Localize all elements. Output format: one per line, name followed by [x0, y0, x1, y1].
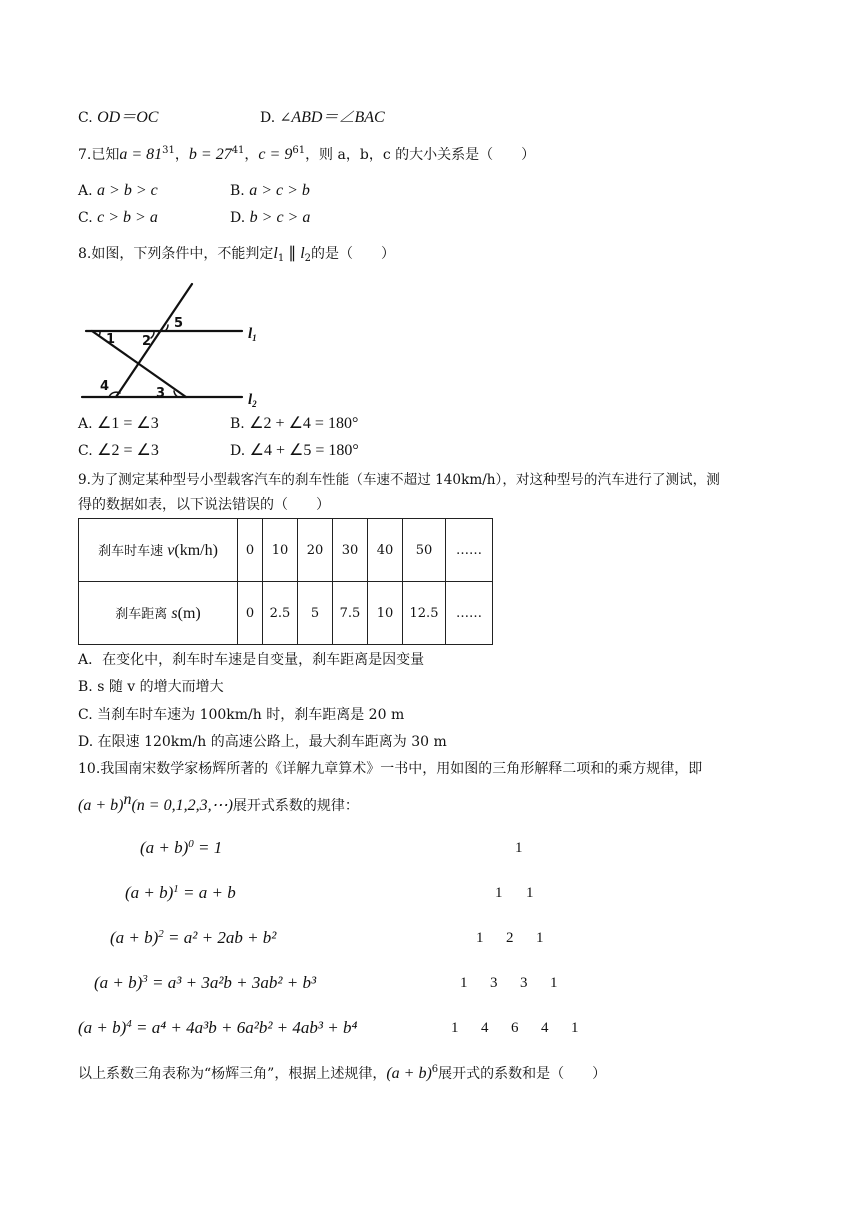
line-l2-label: $l_2$ — [248, 392, 257, 409]
triangle-number: 1 — [515, 840, 523, 856]
q8-option-b-label: B. — [230, 416, 250, 432]
q9-stem-line1: 9.为了测定某种型号小型载客汽车的刹车性能（车速不超过 140km/h），对这种型号的汽车进行了测试，测 — [78, 472, 720, 488]
triangle-number: 1 — [460, 975, 468, 991]
triangle-number: 1 — [526, 885, 534, 901]
q7-b: b = 27 — [188, 146, 232, 163]
q10-stem-line2 — [78, 791, 359, 816]
formula-row: $(a + b)^0 = 1$ — [140, 838, 223, 857]
q7-suffix: ，则 a，b，c 的大小关系是（ ） — [305, 147, 536, 163]
triangle-number: 4 — [481, 1020, 489, 1036]
q8-l1-sub: 1 — [277, 253, 285, 264]
q9-option-c: C. 当刹车时车速为 100km/h 时，刹车距离是 20 m — [78, 707, 405, 723]
q8-option-d-label: D. — [230, 443, 250, 459]
triangle-number: 1 — [550, 975, 558, 991]
table-cell: 0 — [238, 519, 263, 582]
q6-option-c-expr: OD＝OC — [97, 109, 159, 126]
angle-3-label: 3 — [156, 386, 166, 401]
q8-option-b-expr: ∠2 + ∠4 = 180° — [249, 415, 359, 432]
q10-condition: (n = 0,1,2,3,⋯) — [131, 797, 233, 814]
q6-option-d-label: D. ∠ — [260, 110, 292, 126]
triangle-number: 1 — [571, 1020, 579, 1036]
q9-stem-line2: 得的数据如表，以下说法错误的（ ） — [78, 497, 330, 513]
q8-option-c-expr: ∠2 = ∠3 — [97, 442, 159, 459]
q10-closing-prefix: 以上系数三角表称为“杨辉三角”，根据上述规律， — [78, 1066, 387, 1082]
q8-option-a — [78, 414, 159, 434]
q10-closing — [78, 1064, 606, 1084]
q8-option-a-expr: ∠1 = ∠3 — [97, 415, 159, 432]
table-row — [79, 582, 493, 645]
formula-row: $(a + b)^2 = a^2 + 2ab + b^2$ — [110, 928, 277, 947]
angle-2-label: 2 — [142, 334, 152, 349]
q6-option-d — [260, 108, 385, 128]
q8-option-a-label: A. — [78, 416, 98, 432]
formula-row: $(a + b)^3 = a^3 + 3a^2b + 3ab^2 + b^3$ — [94, 973, 317, 992]
q8-option-d — [230, 441, 359, 461]
q8-parallel: ∥ — [284, 245, 301, 262]
q8-l2-sub: 2 — [304, 253, 312, 264]
q7-stem: 7.已知$a = 81^{31}$，$b = 27^{41}$，$c = 9^{61}$，则 a，b，c 的大小关系是（ ） — [78, 145, 536, 163]
q8-suffix: 的是（ ） — [311, 246, 396, 262]
line-l1-label: $l_1$ — [248, 326, 257, 343]
table-cell: …… — [446, 519, 493, 582]
angle-4-label: 4 — [100, 379, 110, 394]
q10-stem-suffix: 展开式系数的规律： — [232, 798, 359, 814]
triangle-number: 6 — [511, 1020, 519, 1036]
triangle-number: 4 — [541, 1020, 549, 1036]
table-row — [79, 519, 493, 582]
q8-option-b — [230, 414, 358, 434]
table-cell: 12.5 — [403, 582, 446, 645]
q7-option-d-label: D. — [230, 210, 250, 226]
triangle-number: 2 — [506, 930, 514, 946]
table-cell: 20 — [298, 519, 333, 582]
q7-c: c = 9 — [258, 146, 293, 163]
angle-5-label: 5 — [174, 316, 184, 331]
q7-option-c-label: C. — [78, 210, 98, 226]
table-cell: 50 — [403, 519, 446, 582]
q7-option-a-expr: a > b > c — [97, 182, 158, 199]
q9-option-d: D. 在限速 120km/h 的高速公路上，最大刹车距离为 30 m — [78, 734, 447, 750]
q7-option-b — [230, 181, 310, 201]
table-cell: 7.5 — [333, 582, 368, 645]
triangle-number: 1 — [495, 885, 503, 901]
table-header-speed: 刹车时车速 v(km/h) — [79, 519, 238, 582]
triangle-number: 1 — [536, 930, 544, 946]
table-cell: 5 — [298, 582, 333, 645]
table-cell: 10 — [263, 519, 298, 582]
q8-stem — [78, 244, 395, 264]
q7-option-c-expr: c > b > a — [97, 209, 158, 226]
q7-option-b-label: B. — [230, 183, 250, 199]
triangle-number: 1 — [476, 930, 484, 946]
q8-parallel-lines-figure — [78, 280, 268, 410]
q7-option-c — [78, 208, 158, 228]
q6-option-d-expr: ABD＝∠BAC — [291, 109, 385, 126]
q10-closing-expr: (a + b) — [386, 1065, 432, 1082]
q8-l2: l — [300, 245, 305, 262]
table-cell: 2.5 — [263, 582, 298, 645]
formula-row: $(a + b)^1 = a + b$ — [125, 883, 236, 902]
table-cell: 30 — [333, 519, 368, 582]
q7-option-d-expr: b > c > a — [249, 209, 311, 226]
triangle-number: 3 — [490, 975, 498, 991]
q9-data-table — [78, 518, 493, 645]
q10-binomial-exp: n — [123, 791, 132, 808]
q10-stem-line1: 10.我国南宋数学家杨辉所著的《详解九章算术》一书中，用如图的三角形解释二项和的乘方规律，即 — [78, 761, 703, 777]
q10-closing-exp: 6 — [431, 1064, 439, 1075]
q7-option-d — [230, 208, 310, 228]
q7-b-exp: 41 — [231, 145, 245, 156]
triangle-number: 3 — [520, 975, 528, 991]
q9-option-b: B. s 随 v 的增大而增大 — [78, 679, 224, 695]
q10-binomial: (a + b) — [78, 797, 124, 814]
transversal-a — [116, 284, 192, 397]
formula-row: $(a + b)^4 = a^4 + 4a^3b + 6a^2b^2 + 4ab^3 + b^4$ — [78, 1018, 358, 1037]
table-cell: 40 — [368, 519, 403, 582]
q8-prefix: 8.如图，下列条件中，不能判定 — [78, 246, 274, 262]
q8-option-c-label: C. — [78, 443, 98, 459]
q8-option-c — [78, 441, 159, 461]
q7-option-b-expr: a > c > b — [249, 182, 310, 199]
q8-option-d-expr: ∠4 + ∠5 = 180° — [249, 442, 359, 459]
q7-a: a = 81 — [119, 146, 163, 163]
table-cell: 10 — [368, 582, 403, 645]
table-cell: …… — [446, 582, 493, 645]
table-cell: 0 — [238, 582, 263, 645]
q7-option-a — [78, 181, 158, 201]
angle-1-label: 1 — [106, 332, 116, 347]
triangle-number: 1 — [451, 1020, 459, 1036]
q6-option-c-label: C. — [78, 110, 98, 126]
q7-c-exp: 61 — [292, 145, 306, 156]
q6-option-c — [78, 108, 158, 128]
q9-option-a: A．在变化中，刹车时车速是自变量，刹车距离是因变量 — [78, 652, 425, 668]
table-header-distance: 刹车距离 s(m) — [79, 582, 238, 645]
q7-prefix: 7.已知 — [78, 147, 120, 163]
q10-closing-suffix: 展开式的系数和是（ ） — [438, 1066, 607, 1082]
q7-option-a-label: A. — [78, 183, 98, 199]
q7-a-exp: 31 — [162, 145, 175, 156]
q8-l1: l — [273, 245, 278, 262]
